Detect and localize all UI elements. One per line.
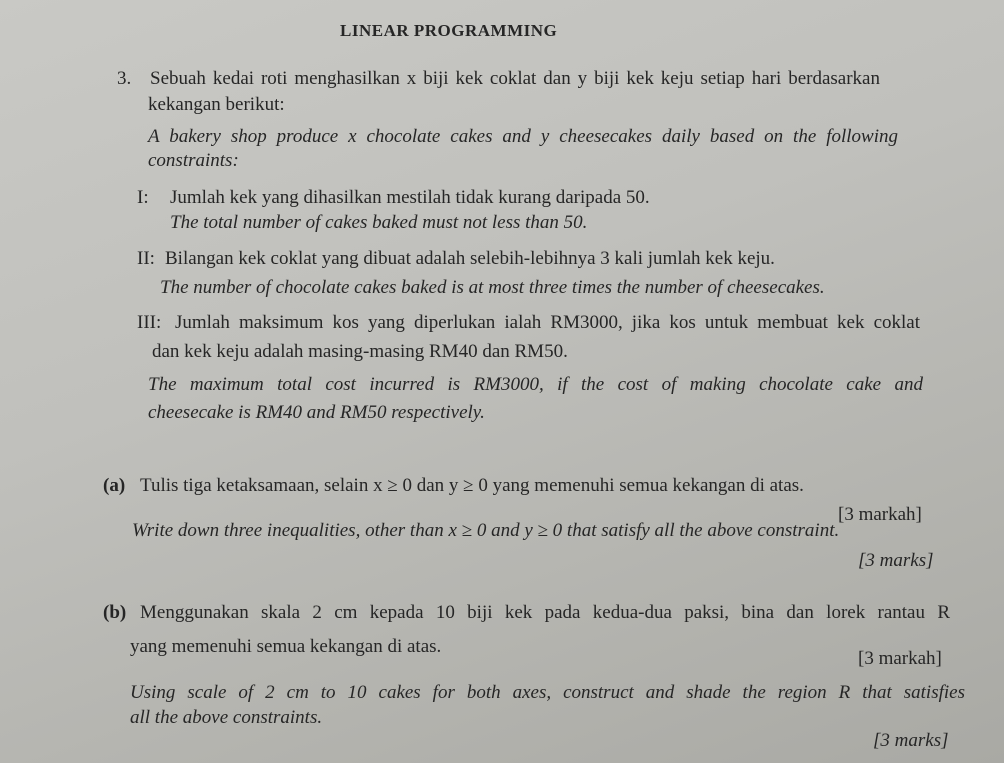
part-b-en: all the above constraints. [130,707,323,728]
question-number: 3. [117,68,132,89]
constraint-label: I: [137,187,149,208]
part-b-label: (b) [103,602,127,623]
page-title: LINEAR PROGRAMMING [340,21,558,40]
part-b-marks-ms: [3 markah] [858,648,942,669]
part-b-en: Using scale of 2 cm to 10 cakes for both axes, construct and shade the region R that satisfies [130,682,965,703]
part-b-ms: Menggunakan skala 2 cm kepada 10 biji kek pada kedua-dua paksi, bina dan lorek rantau R [140,602,950,623]
part-a-marks-en: [3 marks] [858,550,934,571]
constraint-ms: Jumlah maksimum kos yang diperlukan ialah RM3000, jika kos untuk membuat kek coklat [175,312,920,333]
constraint-ms: dan kek keju adalah masing-masing RM40 dan RM50. [152,341,568,362]
constraint-label: II: [137,248,155,269]
constraint-en: The number of chocolate cakes baked is at most three times the number of cheesecakes. [160,277,825,298]
constraint-ms: Bilangan kek coklat yang dibuat adalah selebih-lebihnya 3 kali jumlah kek keju. [165,248,775,269]
part-a-en: Write down three inequalities, other than x ≥ 0 and y ≥ 0 that satisfy all the above constraint. [132,520,840,541]
part-b-marks-en: [3 marks] [873,730,949,751]
constraint-en: The maximum total cost incurred is RM3000, if the cost of making chocolate cake and [148,374,923,395]
part-a-marks-ms: [3 markah] [838,504,922,525]
part-a-ms: Tulis tiga ketaksamaan, selain x ≥ 0 dan y ≥ 0 yang memenuhi semua kekangan di atas. [140,475,804,496]
constraint-en: The total number of cakes baked must not less than 50. [170,212,588,233]
intro-ms-line: Sebuah kedai roti menghasilkan x biji kek coklat dan y biji kek keju setiap hari berdasarkan [150,68,880,89]
constraint-en: cheesecake is RM40 and RM50 respectively. [148,402,485,423]
constraint-ms: Jumlah kek yang dihasilkan mestilah tidak kurang daripada 50. [170,187,650,208]
constraint-label: III: [137,312,162,333]
intro-en-line: constraints: [148,150,239,171]
part-b-ms: yang memenuhi semua kekangan di atas. [130,636,442,657]
intro-en-line: A bakery shop produce x chocolate cakes and y cheesecakes daily based on the following [148,126,898,147]
part-a-label: (a) [103,475,126,496]
intro-ms-line: kekangan berikut: [148,94,285,115]
